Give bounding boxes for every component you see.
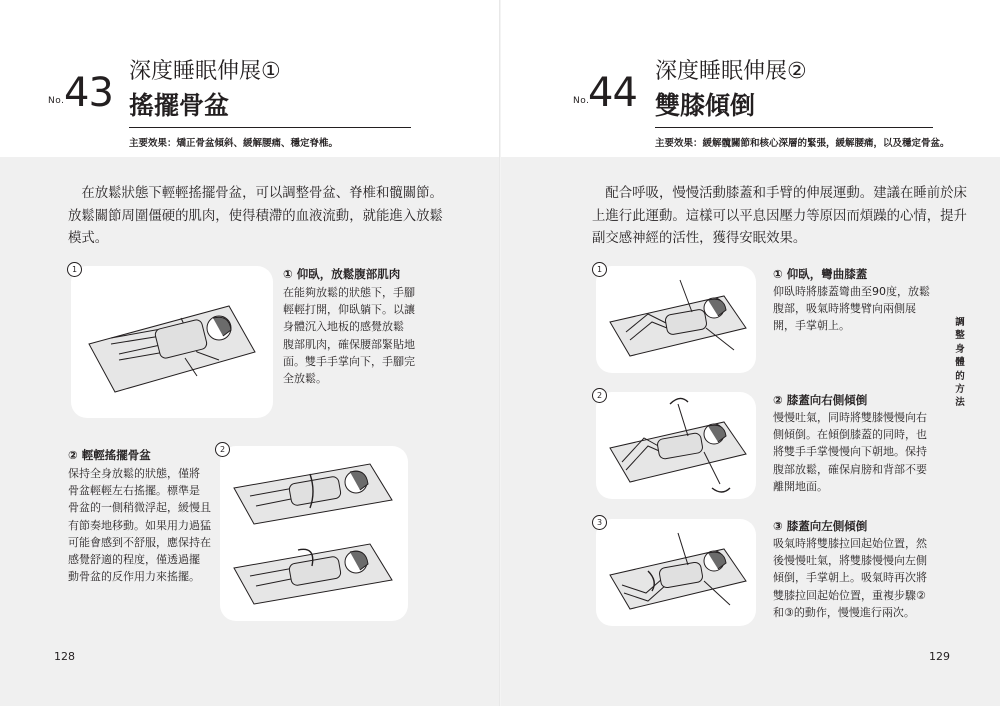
exercise-number: 43 (64, 70, 113, 116)
main-effect: 主要效果：緩解髖關節和核心深層的緊張，緩解腰痛，以及穩定骨盆。 (655, 138, 950, 149)
exercise-title: 雙膝傾倒 (655, 91, 756, 120)
intro-text: 在放鬆狀態下輕輕搖擺骨盆，可以調整骨盆、脊椎和髖關節。 放鬆關節周圍僵硬的肌肉，使得積滯的血液流動，就能進入放鬆 模式。 (68, 186, 443, 246)
lying-figure-illustration (71, 266, 273, 418)
step-title: ① 仰臥，彎曲膝蓋 (773, 267, 868, 281)
knees-right-illustration (596, 392, 756, 499)
page-number: 128 (54, 650, 75, 663)
step-number-badge: 2 (592, 388, 607, 403)
title-rule (129, 127, 411, 128)
step-number-badge: 2 (215, 442, 230, 457)
chapter-side-tab: 調 整 身 體 的 方 法 (955, 317, 965, 409)
knees-left-illustration (596, 519, 756, 626)
step-description: 吸氣時將雙膝拉回起始位置，然 後慢慢吐氣，將雙膝慢慢向左側 傾倒，手掌朝上。吸氣時再次將 雙膝拉回起始位置，重複步驟② 和③的動作，慢慢進行兩次。 (773, 537, 927, 619)
number-prefix: No. (573, 96, 590, 106)
step-title: ② 膝蓋向右側傾倒 (773, 393, 868, 407)
step-description: 在能夠放鬆的狀態下，手腳 輕輕打開，仰臥躺下。以讓 身體沉入地板的感覺放鬆 腹部肌肉，確保腰部緊貼地 面。雙手手掌向下，手腳完 全放鬆。 (283, 286, 415, 386)
step-title: ② 輕輕搖擺骨盆 (68, 448, 151, 462)
number-prefix: No. (48, 96, 65, 106)
step-title: ① 仰臥，放鬆腹部肌肉 (283, 267, 401, 281)
step-number-badge: 1 (67, 262, 82, 277)
exercise-subtitle: 深度睡眠伸展① (129, 59, 281, 84)
step-title: ③ 膝蓋向左側傾倒 (773, 519, 868, 533)
step-description: 慢慢吐氣，同時將雙膝慢慢向右 側傾倒。在傾倒膝蓋的同時，也 將雙手手掌慢慢向下朝地。保持 腹部放鬆，確保肩膀和背部不要 離開地面。 (773, 411, 927, 493)
bent-knee-illustration (596, 266, 756, 373)
pelvis-swing-illustration (220, 446, 408, 621)
intro-text: 配合呼吸，慢慢活動膝蓋和手臂的伸展運動。建議在睡前於床 上進行此運動。這樣可以平息因壓力等原因而煩躁的心情，提升 副交感神經的活性，獲得安眠效果。 (592, 186, 967, 246)
exercise-subtitle: 深度睡眠伸展② (655, 59, 807, 84)
step-number-badge: 3 (592, 515, 607, 530)
book-spine (499, 0, 501, 706)
title-rule (655, 127, 933, 128)
page-number: 129 (929, 650, 950, 663)
step-description: 仰臥時將膝蓋彎曲至90度，放鬆 腹部，吸氣時將雙臂向兩側展 開，手掌朝上。 (773, 285, 930, 333)
exercise-title: 搖擺骨盆 (129, 91, 230, 120)
step-number-badge: 1 (592, 262, 607, 277)
step-description: 保持全身放鬆的狀態，僅將 骨盆輕輕左右搖擺。標準是 骨盆的一側稍微浮起，緩慢且 有節奏地移動。如果用力過猛 可能會感到不舒服，應保持在 感覺舒適的程度，僅透過擺 動骨盆的反作用力來搖擺。 (68, 467, 211, 584)
exercise-number: 44 (588, 70, 637, 116)
main-effect: 主要效果：矯正骨盆傾斜、緩解腰痛、穩定脊椎。 (129, 138, 339, 149)
